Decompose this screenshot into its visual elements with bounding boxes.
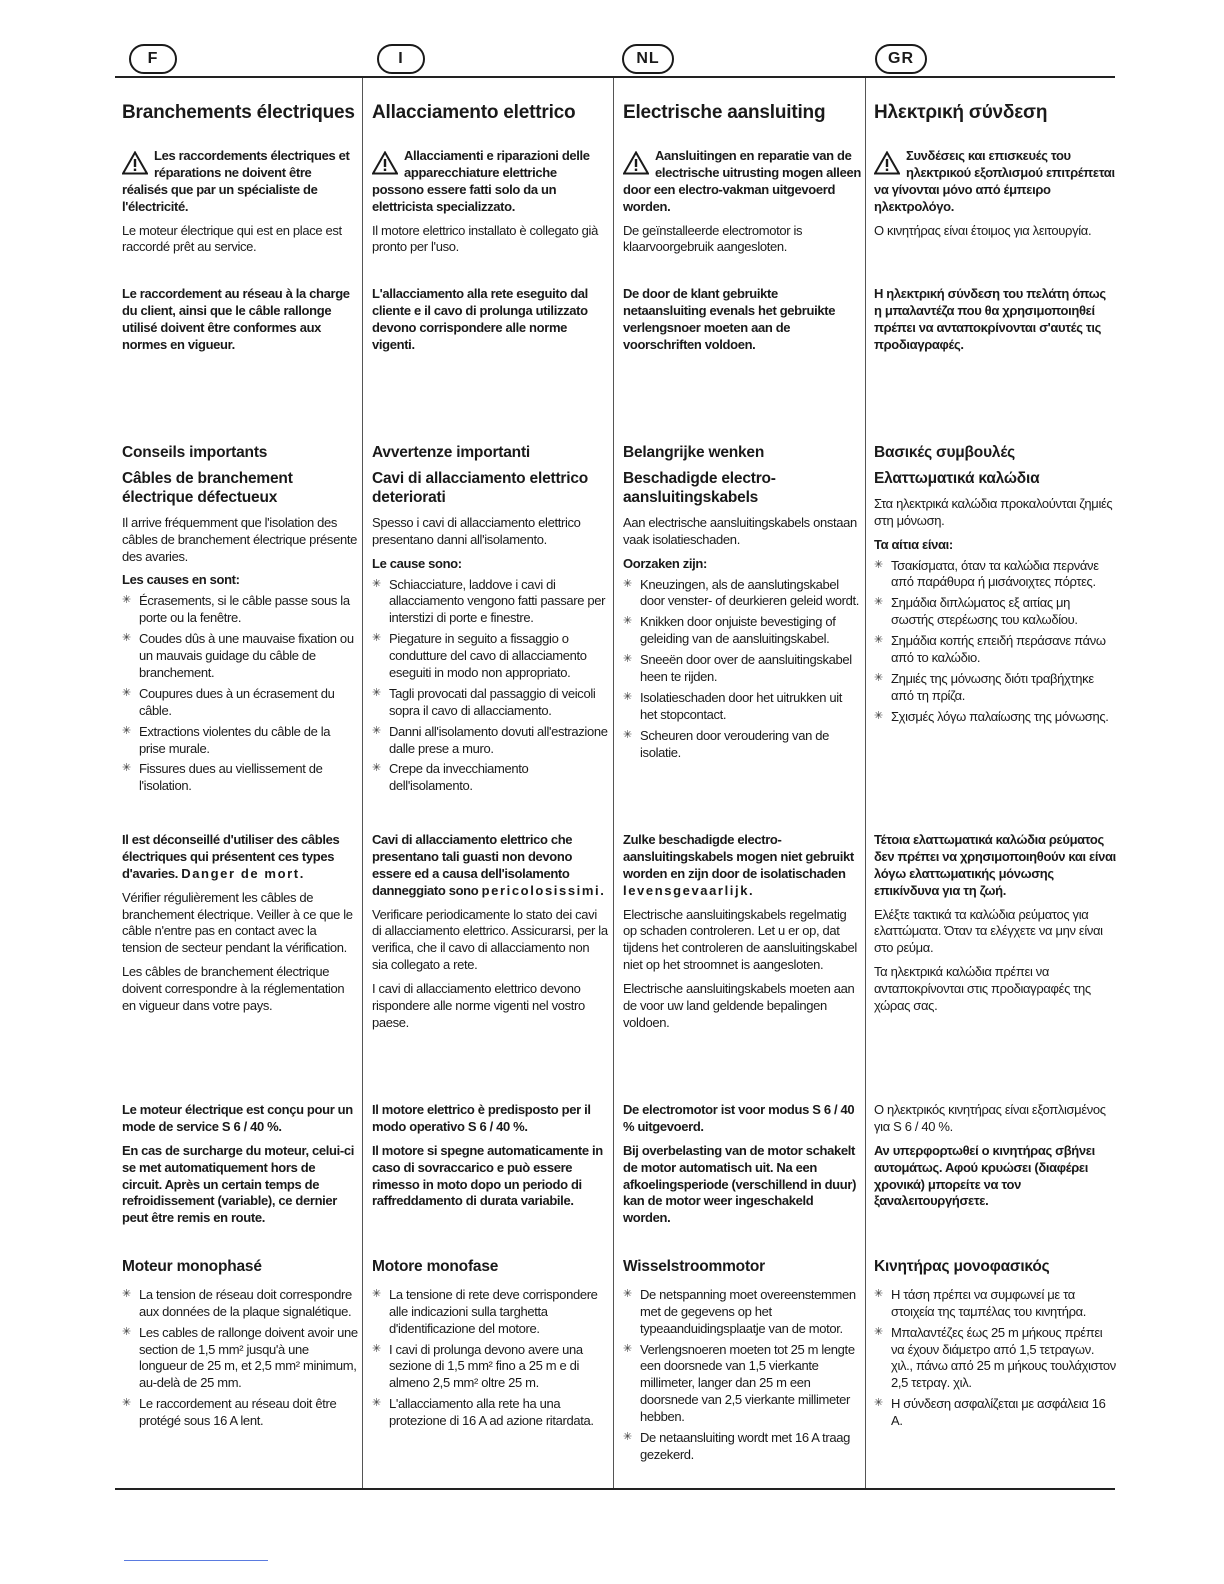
- list-item: ✳ Fissures dues au viellissement de l'isolation.: [122, 761, 358, 795]
- language-badge-nl: NL: [622, 44, 674, 74]
- column-divider: [613, 78, 614, 1488]
- warning-icon: [122, 151, 148, 175]
- list-item: ✳ Les cables de rallonge doivent avoir une section de 1,5 mm² jusqu'à une longueur de 25 m, et 2,5 mm² minimum, au-delà de 25 mm.: [122, 1325, 358, 1393]
- warning-icon: [874, 151, 900, 175]
- list-item: ✳ Schiacciature, laddove i cavi di allacciamento vengono fatti passare per interstizi di porte e finestre.: [372, 577, 608, 628]
- danger-warning: [623, 832, 861, 900]
- list-item: ✳ Écrasements, si le câble passe sous la porte ou la fenêtre.: [122, 593, 358, 627]
- defective-cables-heading: Cavi di allacciamento elettrico deteriorati: [372, 469, 589, 506]
- cable-norms-text: Τα ηλεκτρικά καλώδια πρέπει να ανταποκρίνονται στις προδιαγραφές της χώρας σας.: [874, 964, 1091, 1014]
- list-item: ✳ Σχισμές λόγω παλαίωσης της μόνωσης.: [874, 709, 1116, 726]
- list-item: ✳ Sneeën door over de aansluitingskabel heen te rijden.: [623, 652, 861, 686]
- list-item: ✳ Coudes dûs à une mauvaise fixation ou un mauvais guidage du câble de branchement.: [122, 631, 358, 682]
- overload-text: Αν υπερφορτωθεί ο κινητήρας σβήνει αυτομάτως. Αφού κρυώσει (διαφέρει χρονικά) μπορείτε να τον ξαναλειτουργήσετε.: [874, 1142, 1095, 1209]
- warning-text: Allacciamenti e riparazioni delle apparecchiature elettriche possono essere fatti solo da un elettricista specializzato.: [372, 148, 590, 214]
- network-connection-text: L'allacciamento alla rete eseguito dal cliente e il cavo di prolunga utilizzato devono corrispondere alle norme vigenti.: [372, 286, 588, 352]
- causes-list: [122, 593, 358, 795]
- list-item: ✳ Kneuzingen, als de aanslutingskabel door venster- of deurkieren geleid wordt.: [623, 577, 861, 611]
- causes-list: [372, 577, 608, 796]
- warning-text: Συνδέσεις και επισκευές του ηλεκτρικού εξοπλισμού επιτρέπεται να γίνονται μόνο από έμπειρο ηλεκτρολόγο.: [874, 148, 1115, 214]
- column-divider: [865, 78, 866, 1488]
- defective-cables-heading: Beschadigde electro-aansluitingskabels: [623, 469, 776, 506]
- single-phase-heading: Wisselstroommotor: [623, 1258, 766, 1275]
- section-title: Electrische aansluiting: [623, 102, 826, 123]
- list-item: ✳ Ζημιές της μόνωσης διότι τραβήχτηκε από τη πρίζα.: [874, 671, 1116, 705]
- tips-heading: Avvertenze importanti: [372, 444, 531, 461]
- single-phase-heading: Motore monofase: [372, 1258, 499, 1275]
- cable-norms-text: Les câbles de branchement électrique doivent correspondre à la réglementation en vigueur dans votre pays.: [122, 964, 345, 1014]
- danger-text: Zulke beschadigde electro-aansluitingskabels mogen niet gebruikt worden en zijn door de isolatischaden: [623, 832, 854, 881]
- danger-text: Il est déconseillé d'utiliser des câbles électriques qui présentent ces types d'avaries.: [122, 832, 340, 881]
- list-item: ✳ Crepe da invecchiamento dell'isolamento.: [372, 761, 608, 795]
- warning-notice: [623, 148, 861, 216]
- overload-text: En cas de surcharge du moteur, celui-ci se met automatiquement hors de circuit. Après un certain temps de refroidissement (variable), ce dernier peut être remis en route.: [122, 1142, 354, 1226]
- tips-heading: Belangrijke wenken: [623, 444, 765, 461]
- list-item: ✳ Η σύνδεση ασφαλίζεται με ασφάλεια 16 A.: [874, 1396, 1116, 1430]
- list-item: ✳ Danni all'isolamento dovuti all'estrazione dalle prese a muro.: [372, 724, 608, 758]
- check-cables-text: Electrische aansluitingskabels regelmatig op schaden controleren. Let u er op, dat tijdens het controleren de aansluitingskabel niet op het stroomnet is aangesloten.: [623, 906, 857, 973]
- causes-label: Les causes en sont:: [122, 572, 240, 588]
- warning-notice: [372, 148, 608, 216]
- single-phase-list: [623, 1287, 861, 1464]
- causes-label: Τα αίτια είναι:: [874, 536, 953, 552]
- single-phase-list: [874, 1287, 1116, 1430]
- danger-emphasis: pericolosissimi.: [481, 882, 606, 898]
- warning-notice: [122, 148, 358, 216]
- list-item: ✳ Σημάδια διπλώματος εξ αιτίας μη σωστής στερέωσης του καλωδίου.: [874, 595, 1116, 629]
- motor-mode-text: Il motore elettrico è predisposto per il modo operativo S 6 / 40 %.: [372, 1102, 591, 1134]
- column-divider: [362, 78, 363, 1488]
- list-item: ✳ Η τάση πρέπει να συμφωνεί με τα στοιχεία της ταμπέλας του κινητήρα.: [874, 1287, 1116, 1321]
- motor-mode-text: De electromotor ist voor modus S 6 / 40 % uitgevoerd.: [623, 1102, 855, 1134]
- list-item: ✳ Coupures dues à un écrasement du câble.: [122, 686, 358, 720]
- single-phase-list: [122, 1287, 358, 1430]
- list-item: ✳ L'allacciamento alla rete ha una protezione di 16 A ad azione ritardata.: [372, 1396, 608, 1430]
- list-item: ✳ Verlengsnoeren moeten tot 25 m lengte een doorsnede van 1,5 vierkante millimeter, langer dan 25 m een doorsnede van 2,5 vierkante millimeter hebben.: [623, 1342, 861, 1426]
- column-greek: [874, 78, 1116, 1488]
- danger-text: Cavi di allacciamento elettrico che presentano tali guasti non devono essere ed a causa dell'isolamento danneggiato sono: [372, 832, 573, 898]
- language-badge-gr: GR: [875, 44, 927, 74]
- cable-norms-text: I cavi di allacciamento elettrico devono rispondere alle norme vigenti nel vostro paese.: [372, 981, 585, 1030]
- list-item: ✳ Tagli provocati dal passaggio di veicoli sopra il cavo di allacciamento.: [372, 686, 608, 720]
- footer-line: [124, 1560, 268, 1561]
- cables-intro: Il arrive fréquemment que l'isolation des câbles de branchement électrique présente des avaries.: [122, 514, 357, 564]
- danger-warning: [122, 832, 358, 883]
- tips-heading: Conseils importants: [122, 444, 268, 461]
- list-item: ✳ De netspanning moet overeenstemmen met de gegevens op het typeaanduidingsplaatje van de motor.: [623, 1287, 861, 1338]
- list-item: ✳ Le raccordement au réseau doit être protégé sous 16 A lent.: [122, 1396, 358, 1430]
- intro-text: Le moteur électrique qui est en place est raccordé prêt au service.: [122, 222, 342, 255]
- warning-icon: [372, 151, 398, 175]
- check-cables-text: Vérifier régulièrement les câbles de branchement électrique. Veiller à ce que le câble n'entre pas en contact avec la tension de secteur pendant la vérification.: [122, 889, 353, 956]
- cables-intro: Aan electrische aansluitingskabels onstaan vaak isolatieschaden.: [623, 514, 857, 547]
- list-item: ✳ De netaansluiting wordt met 16 A traag gezekerd.: [623, 1430, 861, 1464]
- danger-text: Τέτοια ελαττωματικά καλώδια ρεύματος δεν πρέπει να χρησιμοποιηθούν και είναι λόγω ελαττωματικής μόνωσης επικίνδυνα για τη ζωή.: [874, 832, 1116, 898]
- single-phase-list: [372, 1287, 608, 1430]
- section-title: Allacciamento elettrico: [372, 102, 576, 123]
- list-item: ✳ La tensione di rete deve corrispondere alle indicazioni sulla targhetta d'identificazione del motore.: [372, 1287, 608, 1338]
- danger-warning: [372, 832, 608, 900]
- warning-icon: [623, 151, 649, 175]
- intro-text: Il motore elettrico installato è collegato già pronto per l'uso.: [372, 222, 598, 255]
- network-connection-text: Η ηλεκτρική σύνδεση του πελάτη όπως η μπαλαντέζα που θα χρησιμοποιηθεί πρέπει να ανταποκρίνονται σ'αυτές τις προδιαγραφές.: [874, 286, 1106, 352]
- list-item: ✳ Σημάδια κοπής επειδή περάσανε πάνω από το καλώδιο.: [874, 633, 1116, 667]
- column-italian: [372, 78, 608, 1488]
- warning-notice: [874, 148, 1116, 216]
- list-item: ✳ Τσακίσματα, όταν τα καλώδια περνάνε από παράθυρα ή μισάνοιχτες πόρτες.: [874, 558, 1116, 592]
- section-title: Branchements électriques: [122, 102, 355, 123]
- column-dutch: [623, 78, 861, 1488]
- danger-warning: [874, 832, 1116, 900]
- warning-text: Les raccordements électriques et réparations ne doivent être réalisés que par un spécialiste de l'électricité.: [122, 148, 350, 214]
- intro-text: De geïnstalleerde electromotor is klaarvoorgebruik aangesloten.: [623, 222, 803, 255]
- check-cables-text: Verificare periodicamente lo stato dei cavi di allacciamento elettrico. Assicurarsi, per la verifica, che il cavo di allacciamento non sia collegato a rete.: [372, 906, 608, 973]
- network-connection-text: De door de klant gebruikte netaansluiting evenals het gebruikte verlengsnoer moeten aan de voorschriften voldoen.: [623, 286, 836, 352]
- single-phase-heading: Moteur monophasé: [122, 1258, 262, 1275]
- cables-intro: Στα ηλεκτρικά καλώδια προκαλούνται ζημιές στη μόνωση.: [874, 495, 1113, 528]
- list-item: ✳ Isolatieschaden door het uitrukken uit het stopcontact.: [623, 690, 861, 724]
- defective-cables-heading: Ελαττωματικά καλώδια: [874, 469, 1040, 487]
- list-item: ✳ Μπαλαντέζες έως 25 m μήκους πρέπει να έχουν διάμετρο από 1,5 τετραγων. χιλ., πάνω από 25 m μήκους τουλάχιστον 2,5 τετραγ. χιλ.: [874, 1325, 1116, 1393]
- list-item: ✳ I cavi di prolunga devono avere una sezione di 1,5 mm² fino a 25 m e di almeno 2,5 mm² oltre 25 m.: [372, 1342, 608, 1393]
- list-item: ✳ Piegature in seguito a fissaggio o condutture del cavo di allacciamento eseguiti in modo non appropriato.: [372, 631, 608, 682]
- causes-list: [623, 577, 861, 762]
- network-connection-text: Le raccordement au réseau à la charge du client, ainsi que le câble rallonge utilisé doivent être conformes aux normes en vigueur.: [122, 286, 350, 352]
- language-badge-i: I: [377, 44, 425, 74]
- list-item: ✳ Knikken door onjuiste bevestiging of geleiding van de aansluitingskabel.: [623, 614, 861, 648]
- cables-intro: Spesso i cavi di allacciamento elettrico presentano danni all'isolamento.: [372, 514, 581, 547]
- causes-label: Le cause sono:: [372, 555, 462, 571]
- danger-emphasis: Danger de mort.: [181, 865, 305, 881]
- section-title: Ηλεκτρική σύνδεση: [874, 102, 1048, 123]
- causes-list: [874, 558, 1116, 726]
- causes-label: Oorzaken zijn:: [623, 555, 707, 571]
- defective-cables-heading: Câbles de branchement électrique défectueux: [122, 469, 293, 506]
- check-cables-text: Ελέξτε τακτικά τα καλώδια ρεύματος για ελαττώματα. Όταν τα ελέγχετε να μην είναι στο ρεύμα.: [874, 906, 1103, 956]
- list-item: ✳ Scheuren door veroudering van de isolatie.: [623, 728, 861, 762]
- cable-norms-text: Electrische aansluitingskabels moeten aan de voor uw land geldende bepalingen voldoen.: [623, 981, 855, 1030]
- warning-text: Aansluitingen en reparatie van de electrische uitrusting mogen alleen door een electro-vakman uitgevoerd worden.: [623, 148, 861, 214]
- list-item: ✳ La tension de réseau doit correspondre aux données de la plaque signalétique.: [122, 1287, 358, 1321]
- overload-text: Bij overbelasting van de motor schakelt de motor automatisch uit. Na een afkoelingsperiode (verschillend in duur) kan de motor weer ingeschakeld worden.: [623, 1142, 857, 1226]
- list-item: ✳ Extractions violentes du câble de la prise murale.: [122, 724, 358, 758]
- tips-heading: Βασικές συμβουλές: [874, 444, 1015, 461]
- motor-mode-text: Le moteur électrique est conçu pour un mode de service S 6 / 40 %.: [122, 1102, 353, 1134]
- bottom-rule: [115, 1488, 1115, 1490]
- danger-emphasis: levensgevaarlijk.: [623, 882, 755, 898]
- overload-text: Il motore si spegne automaticamente in caso di sovraccarico e può essere rimesso in moto dopo un periodo di raffreddamento di durata variabile.: [372, 1142, 603, 1209]
- column-french: [122, 78, 358, 1488]
- language-badge-f: F: [129, 44, 177, 74]
- intro-text: Ο κινητήρας είναι έτοιμος για λειτουργία.: [874, 222, 1092, 238]
- single-phase-heading: Κινητήρας μονοφασικός: [874, 1258, 1050, 1275]
- motor-mode-text: Ο ηλεκτρικός κινητήρας είναι εξοπλισμένος για S 6 / 40 %.: [874, 1102, 1106, 1134]
